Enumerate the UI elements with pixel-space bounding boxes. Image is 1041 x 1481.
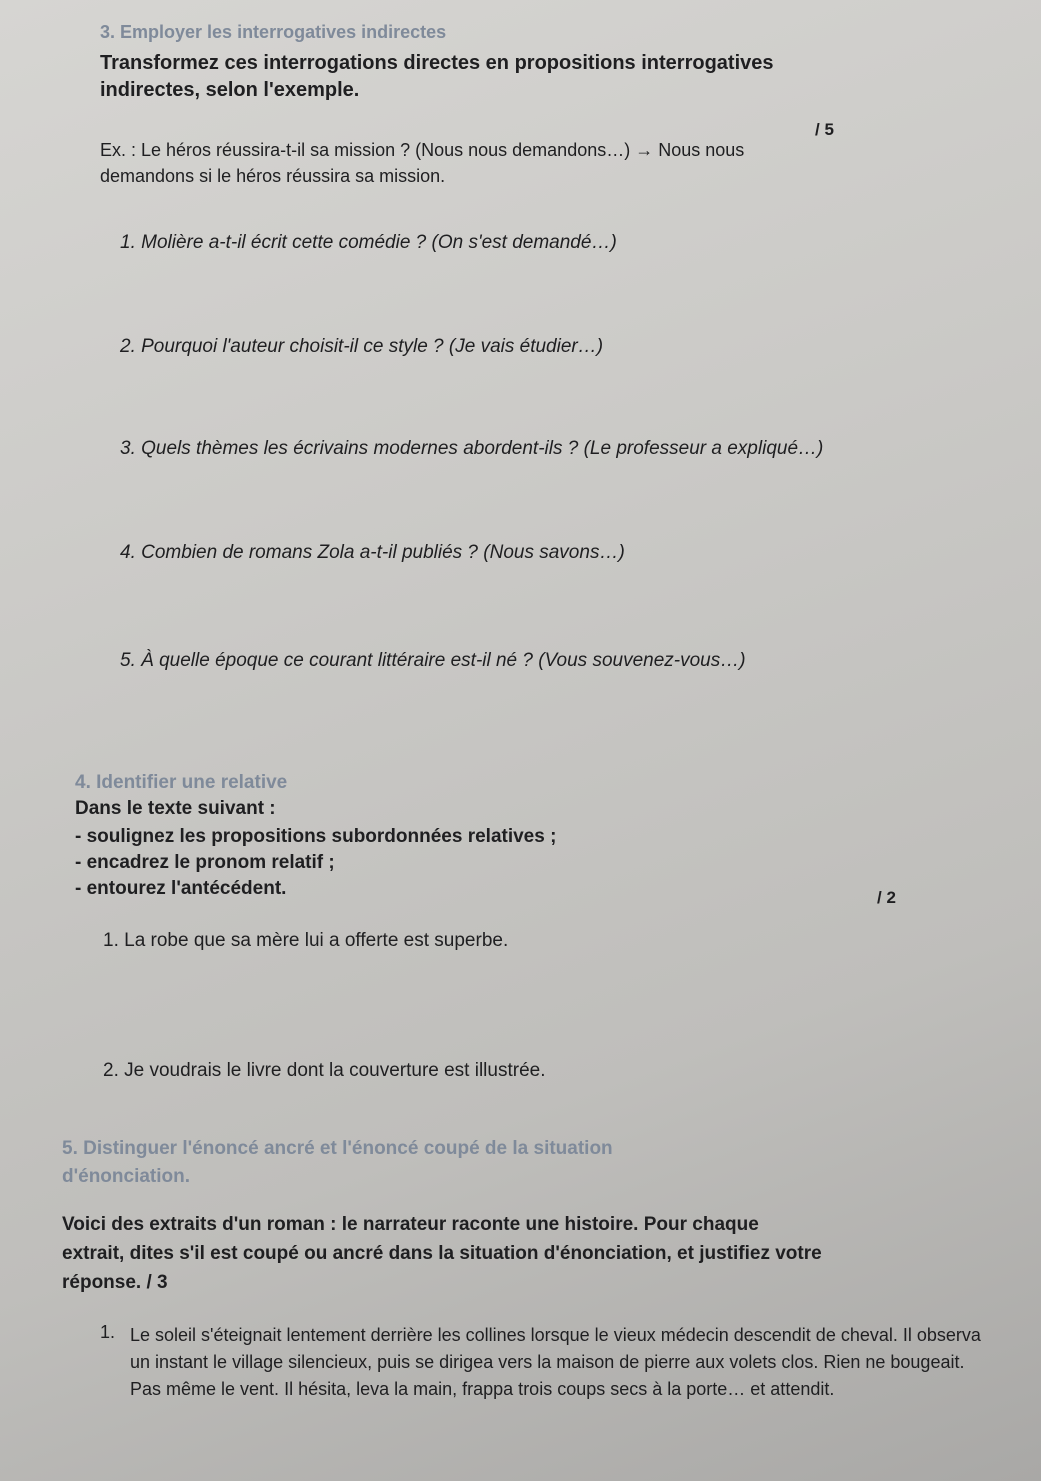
section3-instruction-line1: Transformez ces interrogations directes en propositions interrogatives <box>100 52 774 74</box>
section5-extract-number: 1. <box>100 1322 116 1342</box>
section3-item-1: 1. Molière a-t-il écrit cette comédie ? (On s'est demandé…) <box>120 232 617 253</box>
section4-bullet-2: - encadrez le pronom relatif ; <box>75 852 335 873</box>
section3-instruction-line2: indirectes, selon l'exemple. <box>100 79 360 101</box>
section5-extract-text: Le soleil s'éteignait lentement derrière les collines lorsque le vieux médecin descendit de cheval. Il observa un instant le village silencieux, puis se dirigea vers la maison de pierre aux volets clos. Rien ne bougeait. Pas même le vent. Il hésita, leva la main, frappa trois coups secs à la porte… et attendit. <box>130 1325 981 1399</box>
section5-instruction-line3: réponse. / 3 <box>62 1272 168 1293</box>
section4-title: 4. Identifier une relative <box>75 772 288 793</box>
section4-item-2: 2. Je voudrais le livre dont la couverture est illustrée. <box>103 1060 546 1081</box>
section3-item-3: 3. Quels thèmes les écrivains modernes abordent-ils ? (Le professeur a expliqué…) <box>120 438 824 459</box>
section3-item-2: 2. Pourquoi l'auteur choisit-il ce style ? (Je vais étudier…) <box>120 336 604 357</box>
section4-score: / 2 <box>877 888 896 907</box>
section4-bullet-3: - entourez l'antécédent. <box>75 878 287 899</box>
section3-item-4: 4. Combien de romans Zola a-t-il publiés ? (Nous savons…) <box>120 542 625 563</box>
section3-item-5: 5. À quelle époque ce courant littéraire est-il né ? (Vous souvenez-vous…) <box>120 650 746 671</box>
section5-instruction-line1: Voici des extraits d'un roman : le narrateur raconte une histoire. Pour chaque <box>62 1214 759 1235</box>
section4-intro: Dans le texte suivant : <box>75 798 276 819</box>
section5-instruction-line2: extrait, dites s'il est coupé ou ancré dans la situation d'énonciation, et justifiez votre <box>62 1243 822 1264</box>
section3-example-line1: Ex. : Le héros réussira-t-il sa mission ? (Nous nous demandons…) → Nous nous <box>100 140 745 160</box>
section3-example-line2: demandons si le héros réussira sa mission. <box>100 166 446 186</box>
section4-bullet-1: - soulignez les propositions subordonnées relatives ; <box>75 826 557 847</box>
section3-score: / 5 <box>815 120 834 139</box>
section4-item-1: 1. La robe que sa mère lui a offerte est superbe. <box>103 930 509 951</box>
section5-title-line1: 5. Distinguer l'énoncé ancré et l'énoncé coupé de la situation <box>62 1138 613 1159</box>
section3-title: 3. Employer les interrogatives indirectes <box>100 22 447 42</box>
section5-title-line2: d'énonciation. <box>62 1166 191 1187</box>
